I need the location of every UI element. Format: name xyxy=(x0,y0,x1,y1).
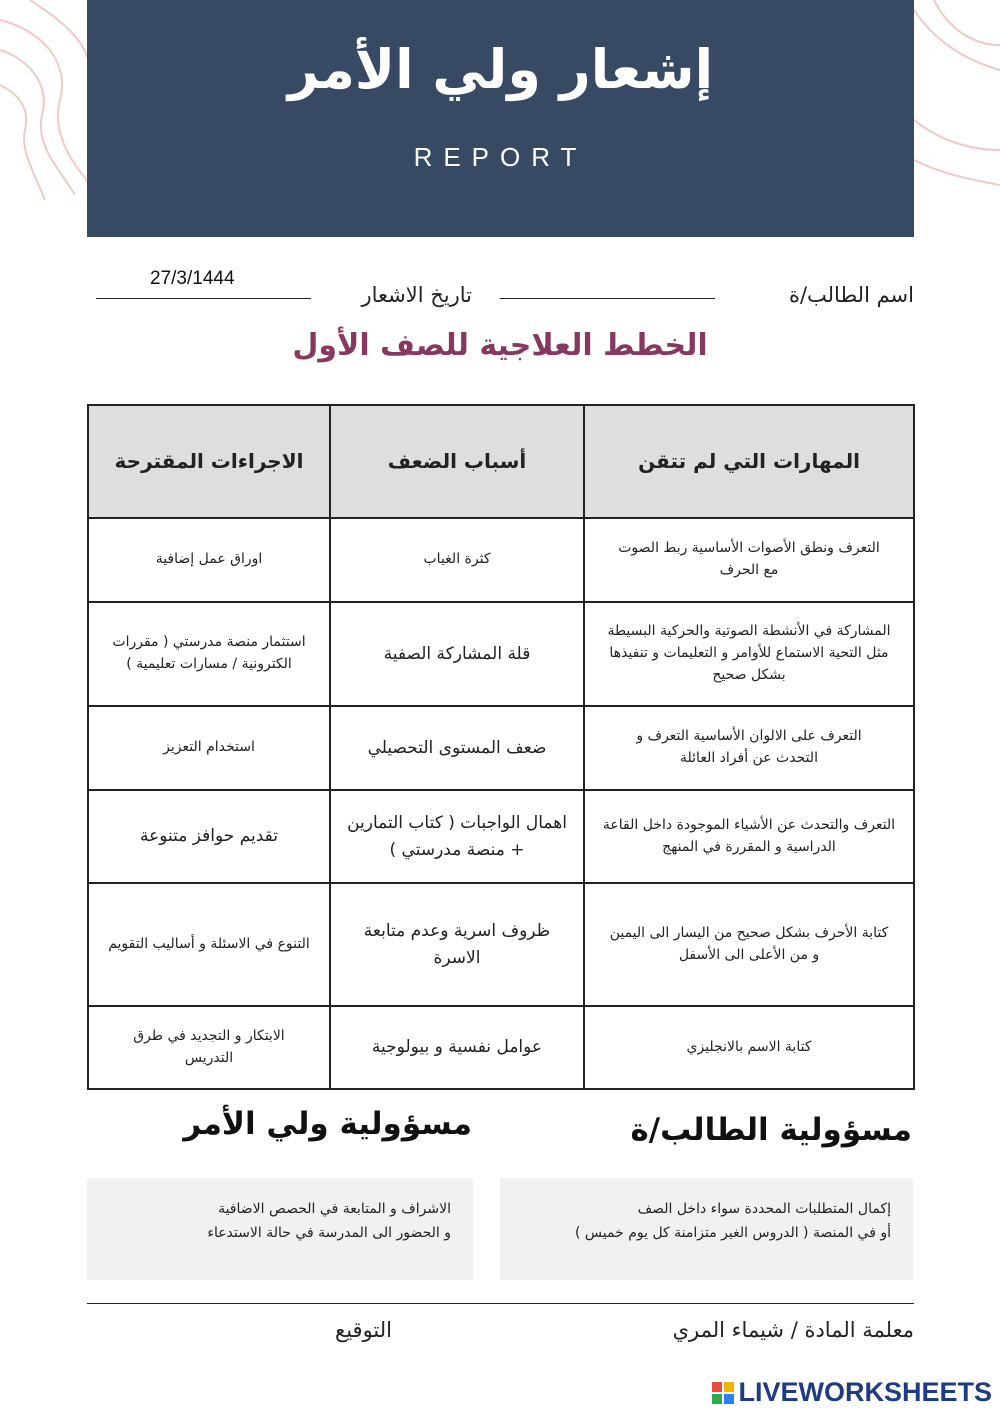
cause-cell: اهمال الواجبات ( كتاب التمارين + منصة مدرستي ) xyxy=(330,790,584,883)
skill-cell: كتابة الاسم بالانجليزي xyxy=(584,1006,914,1089)
column-header-actions: الاجراءات المقترحة xyxy=(88,405,330,518)
action-cell: استثمار منصة مدرستي ( مقررات الكترونية / مسارات تعليمية ) xyxy=(88,602,330,706)
table-header-row xyxy=(88,405,914,518)
signature-label: التوقيع xyxy=(335,1318,392,1342)
notice-date-label: تاريخ الاشعار xyxy=(361,283,472,307)
student-responsibility-title: مسؤولية الطالب/ة xyxy=(630,1112,912,1148)
student-name-label: اسم الطالب/ة xyxy=(788,283,914,307)
action-cell: اوراق عمل إضافية xyxy=(88,518,330,602)
action-cell: تقديم حوافز متنوعة xyxy=(88,790,330,883)
action-cell: الابتكار و التجديد في طرق التدريس xyxy=(88,1006,330,1089)
remedial-plans-title: الخطط العلاجية للصف الأول xyxy=(292,328,708,363)
column-header-skills: المهارات التي لم تتقن xyxy=(584,405,914,518)
skill-cell: المشاركة في الأنشطة الصوتية والحركية البسيطة مثل التحية الاستماع للأوامر و التعليمات و تنفيذها بشكل صحيح xyxy=(584,602,914,706)
liveworksheets-watermark xyxy=(712,1377,992,1408)
parent-responsibility-box xyxy=(87,1178,473,1280)
liveworksheets-logo-icon xyxy=(712,1382,734,1404)
table-row xyxy=(88,1006,914,1089)
cause-cell: ظروف اسرية وعدم متابعة الاسرة xyxy=(330,883,584,1006)
report-header xyxy=(87,0,914,237)
skill-cell: التعرف ونطق الأصوات الأساسية ربط الصوت مع الحرف xyxy=(584,518,914,602)
report-subtitle: REPORT xyxy=(413,142,588,172)
student-responsibility-line-1: إكمال المتطلبات المحددة سواء داخل الصف xyxy=(637,1201,891,1217)
column-header-causes: أسباب الضعف xyxy=(330,405,584,518)
parent-responsibility-line-2: و الحضور الى المدرسة في حالة الاستدعاء xyxy=(207,1224,451,1241)
cause-cell: كثرة الغياب xyxy=(330,518,584,602)
skill-cell: التعرف والتحدث عن الأشياء الموجودة داخل القاعة الدراسية و المقررة في المنهج xyxy=(584,790,914,883)
table-row xyxy=(88,602,914,706)
notice-date-line[interactable] xyxy=(96,298,311,299)
table-row xyxy=(88,706,914,790)
footer-divider xyxy=(87,1303,914,1304)
cause-cell: عوامل نفسية و بيولوجية xyxy=(330,1006,584,1089)
report-title: إشعار ولي الأمر xyxy=(287,38,714,101)
cause-cell: قلة المشاركة الصفية xyxy=(330,602,584,706)
action-cell: التنوع في الاسئلة و أساليب التقويم xyxy=(88,883,330,1006)
table-row xyxy=(88,518,914,602)
notice-date-value: 27/3/1444 xyxy=(150,268,235,289)
decorative-contour-left xyxy=(0,0,90,200)
remedial-plans-table xyxy=(87,404,915,1090)
cause-cell: ضعف المستوى التحصيلي xyxy=(330,706,584,790)
student-name-line[interactable] xyxy=(500,298,715,299)
parent-responsibility-line-1: الاشراف و المتابعة في الحصص الاضافية xyxy=(218,1201,451,1217)
liveworksheets-text: LIVEWORKSHEETS xyxy=(738,1377,992,1407)
table-row xyxy=(88,790,914,883)
student-responsibility-box xyxy=(500,1178,913,1280)
action-cell: استخدام التعزيز xyxy=(88,706,330,790)
parent-responsibility-title: مسؤولية ولي الأمر xyxy=(183,1106,472,1142)
teacher-name: معلمة المادة / شيماء المري xyxy=(672,1318,914,1342)
student-responsibility-line-2: أو في المنصة ( الدروس الغير متزامنة كل يوم خميس ) xyxy=(575,1224,891,1241)
decorative-contour-right xyxy=(914,0,1000,200)
table-row xyxy=(88,883,914,1006)
skill-cell: التعرف على الالوان الأساسية التعرف و التحدث عن أفراد العائلة xyxy=(584,706,914,790)
skill-cell: كتابة الأحرف بشكل صحيح من اليسار الى اليمين و من الأعلى الى الأسفل xyxy=(584,883,914,1006)
